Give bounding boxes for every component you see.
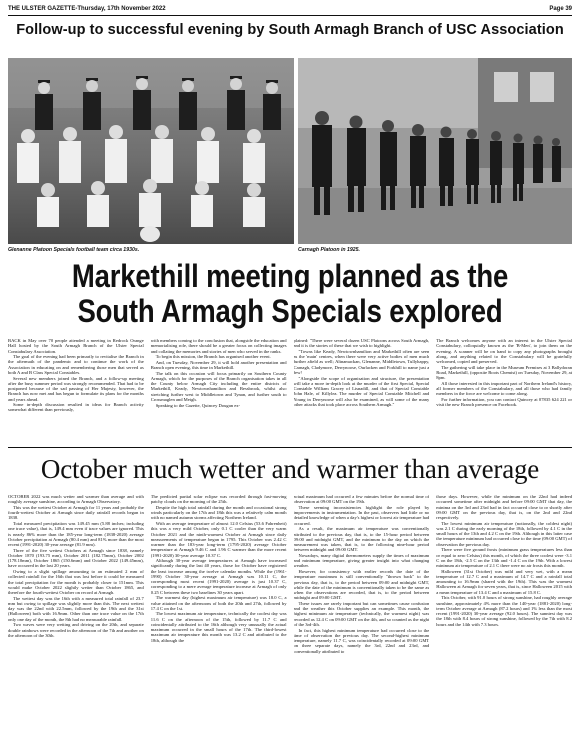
paragraph: These seeming inconsistencies highlight the role played by improvements in instrumentation. In the past, observers had little or no detailed knowledge of when a day's highest or lowest air temperature had occurred. <box>293 504 430 526</box>
paragraph: As a result, the maximum air temperature was conventionally attributed to the previous day, that is, to the 15-hour period between 09:00 and midnight GMT, and the minimum to the day on which the measurement was taken, that is, to the following nine-hour period between midnight and 09:00 GMT. <box>293 526 430 553</box>
paragraph: actual maximum had occurred a few minutes before the normal time of observation at 09:00 GMT on the 19th. <box>293 494 430 505</box>
paragraph: "Alongside the scope of organisation and structure, the presentation will take a more in-depth look at the murder of the first Special, Special Constable William Gracey of Lisnadill, and that of Special Constable John Hale, of Killylea. The murder of Special Constable Mitchell and Young in Derrynoose will also be examined, as will some of the many other attacks that took place across Southern Armagh." <box>293 375 430 407</box>
paragraph: There were five ground frosts (minimum grass temperatures less than or equal to zero Celsius) this month, of which the three coolest were -3.1 C on the 18th, -2.5 C on the 13th and -1.4 C on the 19th. With a lowest minimum air temperature of 2.1 C there were no air frosts this month. <box>436 547 572 569</box>
paragraph: The goal of the evening had been primarily to revitalise the Branch in the aftermath of the pandemic and to continue the work of the Association in educating on and remembering those men that served as both A and B Class Special Constables. <box>8 354 144 375</box>
paragraph: The lowest minimum air temperature (notionally, the coldest night) was 2.1 C during the early morning of the 18th, followed by 4.1 C in the small hours of the 13th and 4.2 C on the 19th. Although in this latter case the temperature minimum had occurred close to the time (09:00 GMT) of observation the previous day. <box>436 520 572 547</box>
paragraph: those days. However, while the minimum on the 22nd had indeed occurred sometime after midnight and before 09:00 GMT that day, the minima on the 3rd and 23rd had in fact occurred close to or shortly after 09:00 GMT on the previous day, that is, on the 2nd and 22nd respectively. <box>436 494 572 520</box>
paragraph: Two waves were very wetting and driving on the 20th, and separate double rainbows were recorded in the afternoon of the 7th and another on the afternoon of the 30th. <box>8 622 144 638</box>
football-photo-caption: Glenanne Platoon Specials football team circa 1930s. <box>8 247 140 253</box>
paragraph: This October, with 91.0 hours of strong sunshine, had roughly average sunshine, approximately 4% more than the 140-year (1881-2020) long-term October average at Armagh (87.2 hours) and 1% less than the most recent (1991-2020) 30-year average (92.0 hours). The sunniest day was the 18th with 8.4 hours of strong sunshine, followed by the 7th with 8.2 hours and the 14th with 7.3 hours. <box>436 595 572 627</box>
section-divider <box>8 447 572 448</box>
paragraph: Halloween (31st October) was mild and very wet, with a mean temperature of 12.7 C and a maximum of 14.7 C and a rainfall total amounting to 16.9mm (shared with the 19th). This was the warmest Halloween at Armagh for seven years, that is, since Halloween 2015 with a mean temperature of 13.4 C and a maximum of 15.8 C. <box>436 568 572 595</box>
paragraph: The predicted partial solar eclipse was recorded through fast-moving patchy clouds on the morning of the 25th. <box>150 494 287 505</box>
article2-column-2 <box>151 494 287 734</box>
main-headline <box>47 259 532 329</box>
page-number: Page 39 <box>549 6 572 12</box>
paragraph: This was the wettest October at Armagh for 11 years and probably the fourth-wettest October at Armagh since daily rainfall records began in 1838. <box>8 504 144 521</box>
paragraph: Nowadays, many digital thermometers supply the times of maximum and minimum temperature, giving greater insight into what changing weather. <box>293 552 430 569</box>
top-headline: Follow-up to successful evening by South Armagh Branch of USC Association <box>16 22 564 38</box>
paragraph: plained: "There were several dozen USC Platoons across South Armagh, and it is the stories of these that we wish to highlight. <box>293 338 430 349</box>
masthead-title: THE ULSTER GAZETTE-Thursday, 17th November 2022 <box>8 6 166 12</box>
paragraph: Speaking to the Gazette, Quincey Dougan ex- <box>155 402 241 408</box>
paragraph: Total measured precipitation was 149.45 mm (5.88 inches; including one trace value), that is, 149.4 mm even if trace values are ignored. This is nearly 86% more than the 185-year long-term (1838-2020) average October precipitation at Armagh (80.4 mm) and 81% more than the most recent (1991-2020) 30-year average (81.9 mm). <box>8 521 144 548</box>
paragraph: Despite the high total rainfall during the month and occasional strong winds particularly on the 17th and 18th this was a relatively calm month with no named autumn storms affecting Northern Ireland. <box>150 504 287 521</box>
paragraph: For further information, you can contact Quincey at 07835 624 221 or visit the new Branch presence on Facebook. <box>436 396 572 408</box>
main-headline-line1: Markethill meeting planned as the <box>71 258 509 294</box>
platoon-illustration <box>298 58 572 244</box>
paragraph: The warmest day (highest maximum air temperature) was 18.0 C, a value attained on the afternoons of both the 20th and 27th, followed by 17.4 C on the 1st. <box>150 595 287 611</box>
paragraph: In fact, this highest minimum temperature had occurred close to the time of observation the previous day. The second-highest minimum temperature, namely 11.7 C, was coincidentally recorded at 09:00 GMT on three separate days, namely the 3rd, 22nd and 23rd, and conventionally attributed to <box>293 627 430 654</box>
paragraph: All those interested in this important part of Northern Ireland's history, all former members of the Constabulary, and all those who had family members in the force are welcome to come along. <box>436 380 572 397</box>
markethill-article <box>8 338 572 444</box>
weather-article <box>8 494 572 734</box>
paragraph: The Branch welcomes anyone with an interest in the Ulster Special Constabulary, colloquially known as the 'B-Men', to join them on the evening. A scanner will be on hand to copy any photographs brought along, and anything related to the Constabulary will be gratefully welcomed, copied and preserved. <box>436 338 572 364</box>
article1-column-3 <box>294 338 430 444</box>
paragraph: Some in-depth discussion resulted in ideas for Branch activity somewhat different than previously, <box>8 402 144 413</box>
article2-column-4 <box>436 494 572 734</box>
paragraph: Although 30-year average temperatures at Armagh have increased significantly during the last 40 years, those for October have registered the least increase among the twelve calendar months. While the (1961-1990) October 30-year average at Armagh was 10.11 C, the corresponding most recent (1991-2020) average is just 10.37 C, corresponding to a mere average temperature increase at Armagh of only 0.25 C between these two baselines 30 years apart. <box>150 558 287 595</box>
paragraph: "Towns like Keady, Newtownhamilton and Markethill often are seen as the 'main' centres, when there were very active bodies of men much further afield as well; Altnamackan, Glenanne, Middletown, Tullyhappy, Carnagh, Cladymore, Derrynoose, Ourlacken and Forkhill to name just a few! <box>293 348 430 375</box>
paragraph: However, for consistency with earlier records the date of the temperature maximum is still conventionally "thrown back" to the previous day, that is, to the period between 09:00 and midnight GMT, while the date of the minimum is conventionally taken to be the same as when the observations are recorded, that is, to the period between midnight and 09:00 GMT. <box>293 569 430 601</box>
paragraph: These issues are rarely important but can sometimes cause confusion and the weather this October supplies an example. This month, the highest minimum air temperature (technically, the warmest night) was recorded as 12.4 C on 09:00 GMT on the 4th, and so counted as the night of the 3rd-4th. <box>293 600 430 627</box>
football-team-photo <box>8 58 294 244</box>
article1-column-2 <box>151 338 287 444</box>
platoon-photo <box>298 58 572 244</box>
paragraph: The gathering will take place in the Museum Premises at 3 Ballydoran Road, Markethill, (opposite Boots Chemist) on Tuesday, November 29, at 8pm. <box>436 364 572 381</box>
platoon-photo-caption: Carnagh Platoon in 1925. <box>298 247 360 253</box>
weather-headline: October much wetter and warmer than average <box>40 454 540 484</box>
paragraph: BACK in May over 70 people attended a meeting in Redrock Orange Hall hosted by the South Armagh Branch of the Ulster Special Constabulary Association. <box>8 338 144 354</box>
paragraph: OCTOBER 2022 was much wetter and warmer than average and with roughly average sunshine, according to Armagh Observatory. <box>8 494 144 505</box>
article2-column-3 <box>294 494 430 734</box>
paragraph: The wettest day was the 16th with a measured total rainfall of 23.7 mm but owing to spillage was slightly more than this. The next wettest day was the 22nd with 22.5mm, followed by the 19th and the 31st (Halloween) both with 16.9mm. Other than one trace value on the 17th only one day of the month, the 8th had no measurable rainfall. <box>8 595 144 622</box>
paragraph: Several new members joined the Branch, and a follow-up meeting after the busy summer period was strongly recommended. That had to be postponed because of the sad passing of Her Majesty, however, the Branch has now met and has begun to formulate its plans for the months and years ahead. <box>8 375 144 402</box>
paragraph: And, on Tuesday, November 29, it will hold another presentation and Branch open evening, this time in Markethill. <box>150 359 287 371</box>
article2-column-1 <box>8 494 144 734</box>
football-team-illustration <box>8 58 294 244</box>
paragraph: With an average temperature of almost 12.0 Celsius (53.6 Fahrenheit) this was a very mild October, only 0.1 C cooler than the very warm October 2021 and the ninth-warmest October at Armagh since daily measurements of temperature began in 1795. This October was 2.42 C warmer than the 183-year long-term (1795-2020) average October temperature at Armagh 9.46 C and 1.96 C warmer than the more recent (1991-2020) 30-year average 10.37 C. <box>150 521 287 558</box>
paragraph: with members coming to the conclusion that, alongside the education and memorialising role, there should be a greater focus on collecting images and collating the memories and stories of men who served in the ranks. <box>150 338 287 354</box>
paragraph: The talk on this occasion will focus primarily on Southern County Armagh, which for the purposes of the Branch organisation takes in all the County below Armagh City including the entire districts of Markethill, Keady, Newtownhamilton and Bessbrook, whilst also stretching further west to Middletown and Tynan, and further south to Crossmaglen and Meigh. <box>150 370 287 402</box>
paragraph: Owing to a slight spillage amounting to an estimated 2 mm of collected rainfall for the 16th that was lost before it could be measured the total precipitation for the month is probably closer to 151mm. This would make October 2022 slightly wetter than October 1865, and therefore the fourth-wettest October on record at Armagh. <box>8 569 144 596</box>
main-headline-line2: South Armagh Specials explored <box>77 293 503 329</box>
paragraph: To begin this mission, the Branch has organised another event. <box>155 354 271 360</box>
paragraph: The lowest maximum air temperature, technically the coolest day was 11.6 C on the afternoon of the 15th, followed by 11.7 C and coincidentally attributed to the 16th although very unusually the actual maximum occurred in the small hours of the 17th. The third-lowest maximum air temperature this month was 13.2 C and attributed to the 18th, although the <box>150 611 287 643</box>
article1-column-1 <box>8 338 144 444</box>
article1-column-4 <box>436 338 572 444</box>
paragraph: Three of the five wettest Octobers at Armagh since 1838, namely October 1870 (193.75 mm), October 2011 (182.75mm), October 2002 (178.10mm), October 1865 (150.6mm) and October 2022 (149.45mm), have occurred in the last 20 years. <box>8 547 144 569</box>
masthead <box>8 4 572 16</box>
